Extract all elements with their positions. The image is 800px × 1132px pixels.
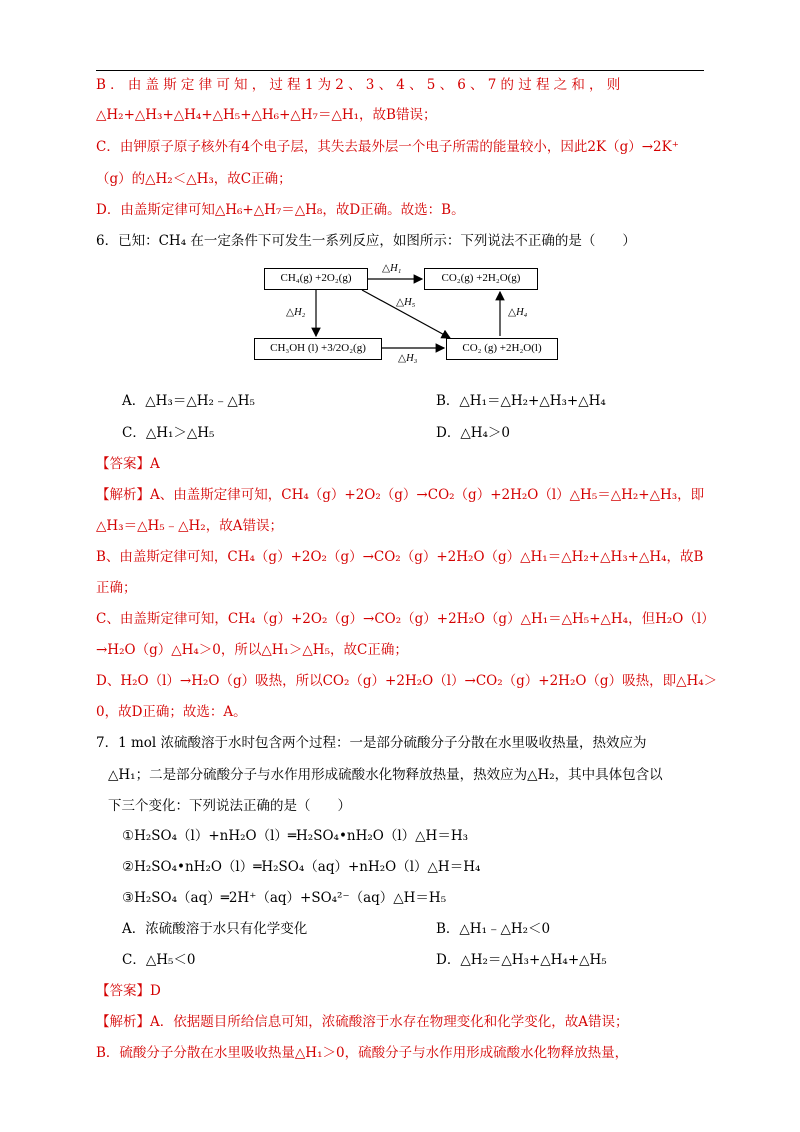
box-ch4: CH₄(g) +2O₂(g) — [264, 268, 368, 290]
q6-option-a: A．△H₃＝△H₂﹣△H₅ — [122, 393, 255, 409]
reaction-diagram — [250, 258, 570, 370]
q6-explanation-7: D、H₂O（l）→H₂O（g）吸热，所以CO₂（g）+2H₂O（l）→CO₂（g）+2H₂O（g）吸热，即△H₄＞ — [96, 673, 718, 689]
q6-explanation-8: 0，故D正确；故选：A。 — [96, 704, 247, 720]
q7-option-c: C．△H₅＜0 — [122, 952, 196, 968]
q7-explanation-2: B．硫酸分子分散在水里吸收热量△H₁＞0，硫酸分子与水作用形成硫酸水化物释放热量， — [96, 1045, 629, 1061]
label-dh1: △H₁ — [382, 263, 402, 274]
label-dh4: △H₄ — [508, 307, 528, 318]
label-dh5: △H₅ — [396, 297, 416, 308]
prev-explanation-c-line1: C．由钾原子原子核外有4个电子层，其失去最外层一个电子所需的能量较小，因此2K（g）→2K⁺ — [96, 139, 679, 155]
q7-option-a: A．浓硫酸溶于水只有化学变化 — [122, 921, 308, 937]
q6-explanation-1: 【解析】A、由盖斯定律可知，CH₄（g）+2O₂（g）→CO₂（g）+2H₂O（l）△H₅＝△H₂+△H₃，即 — [96, 487, 705, 503]
q7-option-b: B．△H₁﹣△H₂＜0 — [436, 921, 551, 937]
box-co2-h2o-gas: CO₂(g) +2H₂O(g) — [424, 268, 538, 290]
q6-answer: 【答案】A — [96, 456, 160, 472]
q7-reaction-2: ②H₂SO₄•nH₂O（l）═H₂SO₄（aq）+nH₂O（l）△H＝H₄ — [122, 859, 481, 875]
q6-explanation-3: B、由盖斯定律可知，CH₄（g）+2O₂（g）→CO₂（g）+2H₂O（g）△H₁＝△H₂+△H₃+△H₄，故B — [96, 549, 704, 565]
q7-reaction-3: ③H₂SO₄（aq）═2H⁺（aq）+SO₄²⁻（aq）△H＝H₅ — [122, 890, 447, 906]
box-co2-h2o-liquid: CO₂ (g) +2H₂O(l) — [446, 338, 558, 360]
question-7-stem-1: 7．1 mol 浓硫酸溶于水时包含两个过程：一是部分硫酸分子分散在水里吸收热量，热效应为 — [96, 735, 647, 751]
prev-explanation-b-line1: B．由盖斯定律可知，过程1为2、3、4、5、6、7的过程之和，则 — [96, 77, 625, 93]
q6-explanation-2: △H₃＝△H₅﹣△H₂，故A错误； — [96, 518, 283, 534]
q6-explanation-4: 正确； — [96, 580, 137, 596]
prev-explanation-d: D．由盖斯定律可知△H₆+△H₇＝△H₈，故D正确。故选：B。 — [96, 202, 465, 218]
q7-answer: 【答案】D — [96, 983, 161, 999]
q6-explanation-5: C、由盖斯定律可知，CH₄（g）+2O₂（g）→CO₂（g）+2H₂O（g）△H₁＝△H₅+△H₄，但H₂O（l） — [96, 611, 715, 627]
q6-option-b: B．△H₁＝△H₂+△H₃+△H₄ — [436, 393, 606, 409]
prev-explanation-b-line2: △H₂+△H₃+△H₄+△H₅+△H₆+△H₇＝△H₁，故B错误； — [96, 107, 437, 123]
q6-option-d: D．△H₄＞0 — [436, 425, 510, 441]
q7-explanation-1: 【解析】A．依据题目所给信息可知，浓硫酸溶于水存在物理变化和化学变化，故A错误； — [96, 1014, 629, 1030]
prev-explanation-c-line2: （g）的△H₂＜△H₃，故C正确； — [96, 171, 292, 187]
question-6-stem: 6．已知：CH₄ 在一定条件下可发生一系列反应，如图所示：下列说法不正确的是（ ） — [96, 233, 636, 249]
question-7-stem-2: △H₁；二是部分硫酸分子与水作用形成硫酸水化物释放热量，热效应为△H₂，其中具体包含以 — [108, 767, 663, 783]
label-dh3: △H₃ — [398, 353, 418, 364]
question-7-stem-3: 下三个变化：下列说法正确的是（ ） — [108, 798, 351, 814]
q6-option-c: C．△H₁＞△H₅ — [122, 425, 215, 441]
q7-reaction-1: ①H₂SO₄（l）+nH₂O（l）═H₂SO₄•nH₂O（l）△H＝H₃ — [122, 828, 469, 844]
q7-option-d: D．△H₂＝△H₃+△H₄+△H₅ — [436, 952, 607, 968]
box-ch3oh: CH₃OH (l) +3/2O₂(g) — [254, 338, 382, 360]
q6-explanation-6: →H₂O（g）△H₄＞0，所以△H₁＞△H₅，故C正确； — [96, 642, 408, 658]
label-dh2: △H₂ — [286, 307, 306, 318]
header-rule — [96, 70, 704, 71]
